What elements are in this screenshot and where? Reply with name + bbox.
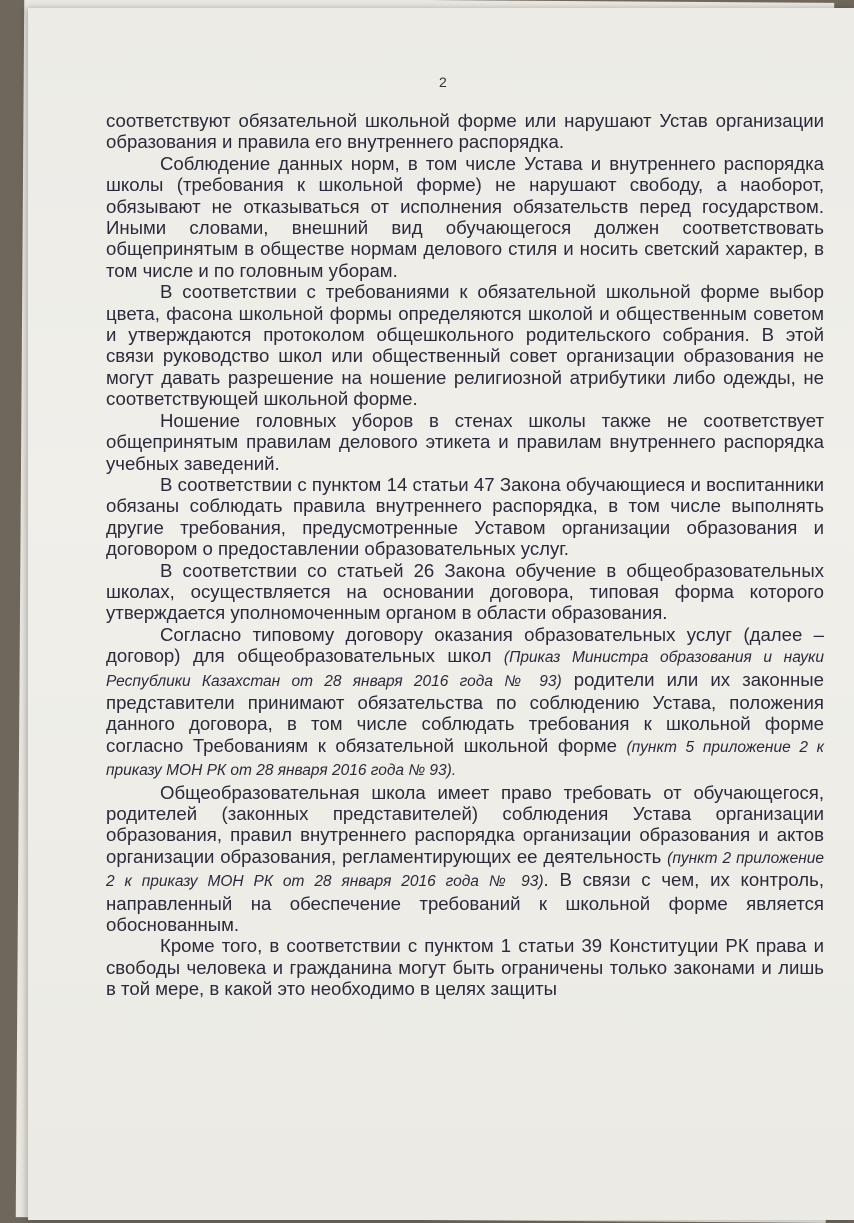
paragraph-text: В соответствии с требованиями к обязательной школьной форме выбор цвета, фасона школьной формы определяются школой и общественным советом и утверждаются протоколом общешкольного родительского собрания. В этой связи руководство школ или общественный совет организации образования не могут давать разрешение на ношение религиозной атрибутики либо одежды, не соответствующей школьной форме.	[106, 281, 824, 410]
document-page	[28, 8, 854, 1220]
paragraph-text: В соответствии со статьей 26 Закона обучение в общеобразовательных школах, осуществляется на основании договора, типовая форма которого утверждается уполномоченным органом в области образования.	[106, 559, 824, 624]
paragraph	[106, 560, 824, 624]
paragraph-text: Согласно типовому договору оказания образовательных услуг (далее – договор) для общеобразовательных школ	[106, 623, 824, 667]
paragraph	[106, 935, 824, 999]
paragraph	[106, 782, 824, 936]
paragraph-text: В соответствии с пунктом 14 статьи 47 Закона обучающиеся и воспитанники обязаны соблюдать правила внутреннего распорядка, в том числе выполнять другие требования, предусмотренные Уставом организации образования и договором о предоставлении образовательных услуг.	[106, 473, 824, 560]
paragraph	[106, 110, 824, 153]
paragraph	[106, 624, 824, 782]
paragraph	[106, 410, 824, 474]
citation-text: (пункт 2 приложение 2 к приказу МОН РК от 28 января 2016 года № 93)	[106, 849, 824, 891]
page-number: 2	[439, 74, 447, 90]
paragraph-text: Ношение головных уборов в стенах школы также не соответствует общепринятым правилам делового этикета и правилам внутреннего распорядка учебных заведений.	[106, 409, 824, 474]
paragraph-text: Общеобразовательная школа имеет право требовать от обучающегося, родителей (законных представителей) соблюдения Устава организации образования, правил внутреннего распорядка организации образования и актов организации образования, регламентирующих ее деятельность	[106, 781, 824, 867]
paragraph-text: Соблюдение данных норм, в том числе Устава и внутреннего распорядка школы (требования к школьной форме) не нарушают свободу, а наоборот, обязывают не отказываться от исполнения обязательств перед государством. Иными словами, внешний вид обучающегося должен соответствовать общепринятым в обществе нормам делового стиля и носить светский характер, в том числе и по головным уборам.	[106, 152, 824, 281]
citation-text: (пункт 5 приложение 2 к приказу МОН РК от 28 января 2016 года № 93).	[106, 738, 824, 780]
paragraph	[106, 153, 824, 281]
paragraph-text: Кроме того, в соответствии с пунктом 1 статьи 39 Конституции РК права и свободы человека и гражданина могут быть ограничены только законами и лишь в той мере, в какой это необходимо в целях защиты	[106, 935, 824, 1000]
paragraph-text: соответствуют обязательной школьной форме или нарушают Устав организации образования и правила его внутреннего распорядка.	[106, 110, 824, 153]
citation-text: (Приказ Министра образования и науки Республики Казахстан от 28 января 2016 года № 93)	[106, 649, 824, 690]
paragraph	[106, 474, 824, 560]
paragraph-text: родители или их законные представители принимают обязательства по соблюдению Устава, положения данного договора, в том числе соблюдать требования к школьной форме согласно Требованиям к обязательной школьной форме	[106, 668, 824, 756]
document-body	[106, 110, 824, 1000]
paragraph	[106, 281, 824, 409]
paragraph-text: . В связи с чем, их контроль, направленный на обеспечение требований к школьной форме является обоснованным.	[106, 869, 824, 936]
